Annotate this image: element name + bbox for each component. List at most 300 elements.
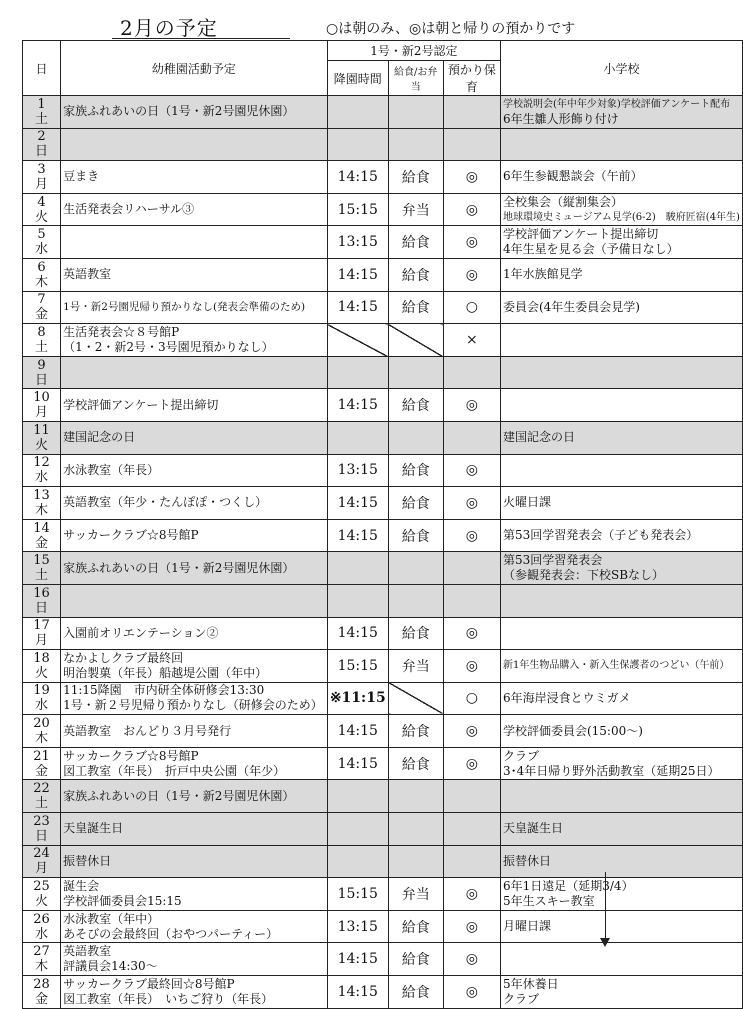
day-number: 20 [33,716,50,732]
dismissal-time-cell [327,128,388,161]
care-cell: ◎ [443,519,500,552]
activity-line: 英語教室（年少・たんぽぽ・つくし） [63,495,268,510]
day-number: 23 [33,813,50,829]
dismissal-time-cell: ※11:15 [327,682,388,715]
weekday: 金 [35,763,49,779]
activity-cell [61,552,328,585]
activity-line: 家族ふれあいの日（1号・新2号園児休園） [63,560,295,575]
activity-line: 11:15降園 市内研全体研修会13:30 [63,683,265,698]
activity-cell [61,845,328,878]
activity-cell [61,193,328,226]
day-cell [23,128,61,161]
activity-line: 英語教室 おんどり３月号発行 [63,723,232,738]
care-cell: ◎ [443,715,500,748]
day-cell [23,324,61,357]
table-row [23,226,743,259]
school-line: クラブ [502,748,539,763]
school-line: 月曜日課 [502,919,551,934]
meal-cell: 給食 [388,487,443,520]
table-row [23,258,743,291]
school-cell [500,128,742,161]
meal-cell: 給食 [388,617,443,650]
table-row [23,584,743,617]
care-cell: ◎ [443,389,500,422]
school-line: 第53回学習発表会 [502,553,603,568]
table-row [23,747,743,780]
care-cell: ◎ [443,258,500,291]
activity-line: なかよしクラブ最終回 [63,650,184,665]
meal-cell [388,845,443,878]
dismissal-time-cell: 14:15 [327,519,388,552]
school-line: 6年生参観懇談会（午前） [502,169,643,184]
meal-cell: 給食 [388,226,443,259]
care-cell [443,128,500,161]
header-care: 預かり保育 [443,61,500,96]
weekday: 水 [35,926,49,942]
activity-line: 豆まき [63,169,100,184]
activity-cell [61,976,328,1009]
table-row [23,454,743,487]
school-line: クラブ [502,991,539,1006]
weekday: 火 [35,665,49,681]
activity-cell [61,324,328,357]
school-line: 6年生雛人形飾り付け [502,111,619,126]
weekday: 金 [35,535,49,551]
activity-line: 学校評価アンケート提出締切 [63,397,219,412]
day-cell [23,813,61,846]
activity-cell [61,226,328,259]
meal-cell: 給食 [388,291,443,324]
header-day: 日 [23,41,61,96]
activity-cell [61,910,328,943]
school-cell [500,421,742,454]
day-number: 5 [37,227,46,243]
activity-cell [61,356,328,389]
table-row [23,193,743,226]
weekday: 月 [35,176,49,192]
day-number: 28 [33,976,50,992]
school-cell [500,96,742,129]
activity-line: サッカークラブ☆8号館P [63,748,199,763]
day-number: 18 [33,650,50,666]
dismissal-time-cell [327,813,388,846]
table-row [23,650,743,683]
day-cell [23,226,61,259]
day-cell [23,356,61,389]
school-cell [500,161,742,194]
school-cell [500,258,742,291]
day-cell [23,910,61,943]
day-number: 3 [37,161,46,177]
dismissal-time-cell: 14:15 [327,291,388,324]
meal-cell [388,128,443,161]
day-cell [23,682,61,715]
weekday: 日 [35,372,49,388]
care-cell: ◎ [443,161,500,194]
activity-line: 評議員会14:30～ [63,959,158,974]
school-line: （参観発表会：下校SBなし） [502,568,665,583]
school-line: 建国記念の日 [502,430,575,445]
dismissal-time-cell [327,780,388,813]
day-number: 1 [37,96,46,112]
activity-line: 家族ふれあいの日（1号・新2号園児休園） [63,788,295,803]
title-underline [112,38,290,39]
weekday: 土 [35,796,49,812]
activity-line: 建国記念の日 [63,430,136,445]
dismissal-time-cell: 14:15 [327,258,388,291]
day-cell [23,552,61,585]
care-cell: ◎ [443,650,500,683]
activity-line: 振替休日 [63,853,112,868]
meal-cell: 給食 [388,454,443,487]
day-cell [23,878,61,911]
school-line: 第53回学習発表会（子ども発表会） [502,528,699,543]
meal-cell [388,356,443,389]
school-cell [500,682,742,715]
legend-note: ○は朝のみ、◎は朝と帰りの預かりです [326,21,576,37]
day-cell [23,650,61,683]
table-row [23,845,743,878]
school-cell [500,389,742,422]
school-cell [500,226,742,259]
meal-cell: 給食 [388,943,443,976]
day-number: 11 [33,422,50,438]
day-number: 10 [33,390,50,406]
meal-cell: 給食 [388,161,443,194]
care-cell: ◎ [443,910,500,943]
dismissal-time-cell: 15:15 [327,650,388,683]
day-number: 17 [33,618,50,634]
day-number: 9 [37,357,46,373]
meal-cell [388,682,443,715]
school-cell [500,976,742,1009]
activity-line: 英語教室 [63,267,112,282]
header-group: 1号・新2号認定 [327,41,500,61]
school-line: 天皇誕生日 [502,821,563,836]
activity-cell [61,421,328,454]
weekday: 日 [35,600,49,616]
care-cell [443,552,500,585]
activity-line: あそびの会最終回（おやつパーティー） [63,926,279,941]
day-cell [23,715,61,748]
activity-cell [61,258,328,291]
weekday: 土 [35,568,49,584]
care-cell: ◎ [443,226,500,259]
meal-cell: 弁当 [388,878,443,911]
weekday: 土 [35,339,49,355]
school-cell [500,780,742,813]
day-cell [23,161,61,194]
school-cell [500,747,742,780]
weekday: 火 [35,894,49,910]
activity-cell [61,682,328,715]
day-number: 4 [37,194,46,210]
meal-cell: 給食 [388,747,443,780]
dismissal-time-cell: 15:15 [327,878,388,911]
meal-cell [388,552,443,585]
activity-cell [61,584,328,617]
weekday: 日 [35,144,49,160]
weekday: 月 [35,633,49,649]
table-row [23,161,743,194]
meal-cell [388,324,443,357]
table-row [23,356,743,389]
care-cell [443,584,500,617]
dismissal-time-cell: 14:15 [327,487,388,520]
day-number: 13 [33,487,50,503]
day-cell [23,421,61,454]
day-number: 15 [33,553,50,569]
care-cell: ◎ [443,943,500,976]
activity-line: サッカークラブ最終回☆8号館P [63,976,235,991]
activity-line: 天皇誕生日 [63,821,124,836]
day-cell [23,96,61,129]
day-number: 12 [33,455,50,471]
day-cell [23,845,61,878]
care-cell [443,421,500,454]
school-line: 火曜日課 [502,495,551,510]
school-line: 5年生スキー教室 [502,894,595,909]
meal-cell: 給食 [388,976,443,1009]
activity-line: 明治製菓（年長）船越堤公園（年中） [63,665,268,680]
school-line: 5年休養日 [502,976,559,991]
care-cell: ◎ [443,878,500,911]
school-line: 6年海岸浸食とウミガメ [502,690,631,705]
weekday: 木 [35,731,49,747]
table-row [23,291,743,324]
activity-cell [61,878,328,911]
meal-cell [388,421,443,454]
day-cell [23,193,61,226]
day-cell [23,487,61,520]
day-cell [23,291,61,324]
school-cell [500,617,742,650]
dismissal-time-cell: 14:15 [327,617,388,650]
school-cell [500,943,742,976]
day-cell [23,454,61,487]
activity-line: 学校評価委員会15:15 [63,894,182,909]
care-cell [443,845,500,878]
school-line: 学校評価委員会(15:00～) [502,723,643,738]
weekday: 土 [35,111,49,127]
day-cell [23,747,61,780]
activity-cell [61,617,328,650]
table-row [23,421,743,454]
day-number: 2 [37,129,46,145]
weekday: 月 [35,405,49,421]
day-number: 24 [33,846,50,862]
meal-cell: 弁当 [388,650,443,683]
care-cell: ◎ [443,976,500,1009]
dismissal-time-cell: 14:15 [327,976,388,1009]
activity-cell [61,389,328,422]
school-line: 振替休日 [502,853,551,868]
activity-cell [61,780,328,813]
table-row [23,389,743,422]
school-cell [500,291,742,324]
school-cell [500,454,742,487]
meal-cell: 弁当 [388,193,443,226]
dismissal-time-cell [327,845,388,878]
dismissal-time-cell [327,96,388,129]
dismissal-time-cell [327,552,388,585]
table-row [23,943,743,976]
day-number: 7 [37,292,46,308]
school-cell [500,878,742,911]
activity-cell [61,454,328,487]
table-row [23,519,743,552]
table-row [23,910,743,943]
school-cell [500,650,742,683]
day-cell [23,943,61,976]
dismissal-time-cell: 13:15 [327,454,388,487]
care-cell: ○ [443,682,500,715]
school-cell [500,715,742,748]
activity-line: 1号・新2号園児帰り預かりなし(発表会準備のため) [63,300,306,313]
dismissal-time-cell: 14:15 [327,715,388,748]
table-row [23,813,743,846]
dismissal-time-cell: 13:15 [327,910,388,943]
dismissal-time-cell: 15:15 [327,193,388,226]
day-cell [23,519,61,552]
header-school: 小学校 [500,41,742,96]
day-number: 8 [37,324,46,340]
activity-cell [61,128,328,161]
care-cell [443,96,500,129]
day-number: 26 [33,911,50,927]
school-cell [500,845,742,878]
activity-cell [61,519,328,552]
day-number: 6 [37,259,46,275]
activity-line: 水泳教室（年長） [63,462,160,477]
school-cell [500,487,742,520]
dismissal-time-cell: 14:15 [327,747,388,780]
schedule-table [22,40,743,1009]
day-number: 25 [33,879,50,895]
weekday: 水 [35,242,49,258]
activity-line: 誕生会 [63,879,100,894]
activity-cell [61,96,328,129]
header-time: 降園時間 [327,61,388,96]
arrow-line [605,872,606,942]
day-number: 14 [33,520,50,536]
care-cell: ◎ [443,617,500,650]
activity-line: （1・2・新2号・3号園児預かりなし） [63,339,274,354]
day-number: 22 [33,781,50,797]
activity-line: 水泳教室（年中） [63,911,160,926]
care-cell: × [443,324,500,357]
school-cell [500,910,742,943]
activity-cell [61,291,328,324]
activity-line: 英語教室 [63,944,112,959]
dismissal-time-cell: 14:15 [327,161,388,194]
school-line: 全校集会（縦割集会） [502,194,623,209]
weekday: 木 [35,502,49,518]
school-line: 学校説明会(年中年少対象)学校評価アンケート配布 [502,98,731,110]
header-meal: 給食/お弁当 [388,61,443,96]
day-cell [23,780,61,813]
school-cell [500,324,742,357]
weekday: 火 [35,209,49,225]
header-kinder: 幼稚園活動予定 [61,41,328,96]
dismissal-time-cell [327,421,388,454]
day-number: 19 [33,683,50,699]
meal-cell [388,813,443,846]
care-cell: ◎ [443,193,500,226]
dismissal-time-cell [327,324,388,357]
table-row [23,552,743,585]
table-row [23,780,743,813]
care-cell [443,813,500,846]
meal-cell: 給食 [388,389,443,422]
meal-cell: 給食 [388,258,443,291]
meal-cell: 給食 [388,715,443,748]
dismissal-time-cell [327,584,388,617]
school-cell [500,584,742,617]
table-row [23,715,743,748]
school-cell [500,552,742,585]
activity-line: 家族ふれあいの日（1号・新2号園児休園） [63,104,295,119]
meal-cell [388,96,443,129]
school-line: 4年生星を見る会（予備日なし） [502,242,679,257]
dismissal-time-cell: 14:15 [327,943,388,976]
weekday: 水 [35,698,49,714]
weekday: 月 [35,861,49,877]
table-row [23,682,743,715]
activity-line: 図工教室（年長） 折戸中央公園（年少） [63,763,286,778]
care-cell: ○ [443,291,500,324]
dismissal-time-cell: 14:15 [327,389,388,422]
activity-line: 図工教室（年長） いちご狩り（年長） [63,991,274,1006]
activity-cell [61,715,328,748]
activity-line: サッカークラブ☆8号館P [63,528,199,543]
care-cell: ◎ [443,487,500,520]
table-row [23,324,743,357]
school-line: 学校評価アンケート提出締切 [502,227,659,242]
arrow-down-icon [600,938,610,947]
meal-cell [388,584,443,617]
day-number: 27 [33,944,50,960]
activity-line: 生活発表会リハーサル③ [63,202,195,217]
meal-cell [388,780,443,813]
table-row [23,878,743,911]
weekday: 火 [35,437,49,453]
activity-cell [61,943,328,976]
care-cell [443,356,500,389]
care-cell [443,780,500,813]
page-title: 2月の予定 [120,16,218,40]
care-cell: ◎ [443,454,500,487]
day-cell [23,584,61,617]
school-cell [500,813,742,846]
school-cell [500,519,742,552]
table-row [23,617,743,650]
meal-cell: 給食 [388,519,443,552]
activity-cell [61,813,328,846]
dismissal-time-cell: 13:15 [327,226,388,259]
weekday: 日 [35,828,49,844]
weekday: 金 [35,307,49,323]
day-number: 21 [33,748,50,764]
activity-cell [61,650,328,683]
table-row [23,128,743,161]
school-line: 3･4年日帰り野外活動教室（延期25日） [502,763,720,778]
school-line: 委員会(4年生委員会見学) [502,299,640,314]
day-cell [23,258,61,291]
table-row [23,487,743,520]
table-row [23,96,743,129]
day-cell [23,389,61,422]
